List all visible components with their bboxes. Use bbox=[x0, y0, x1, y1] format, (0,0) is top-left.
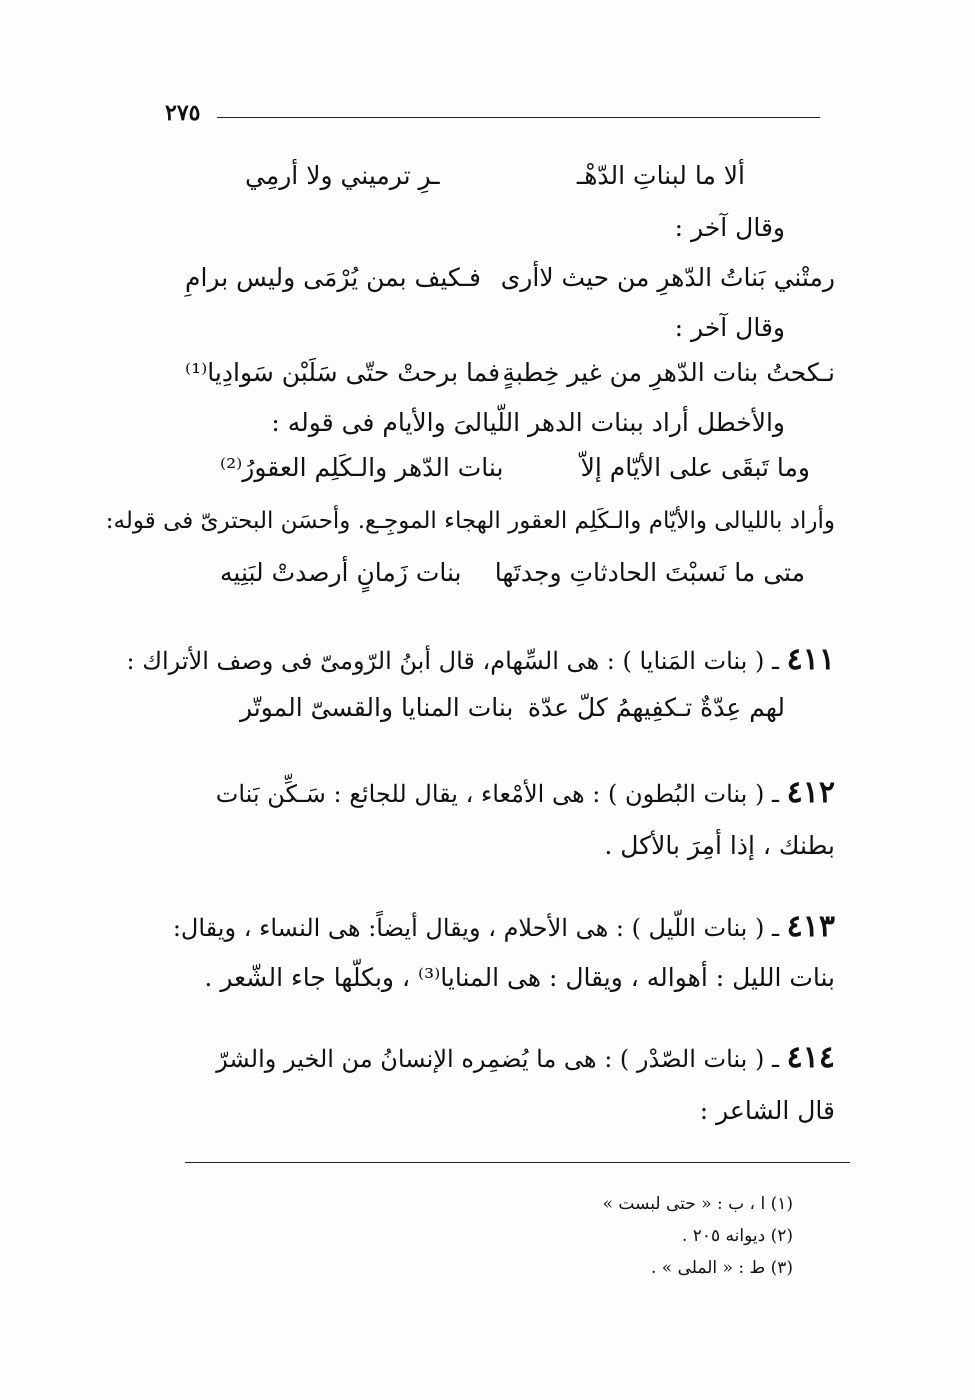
verse-hemistich-second: بنات الدّهر والـكَلِم العقورُ⁽²⁾ bbox=[220, 453, 504, 482]
verse-line bbox=[240, 695, 785, 725]
verse-hemistich-first: نـكحتُ بنات الدّهرِ من غير خِطبةٍ bbox=[502, 358, 835, 387]
text-line: وقال آخر : bbox=[674, 313, 785, 342]
entry-414 bbox=[216, 1040, 835, 1075]
text-line: والأخطل أراد ببنات الدهر اللّيالىَ والأيام فى قوله : bbox=[271, 408, 785, 437]
entry-text: ـ ( بنات الصّدْر ) : هى ما يُضمِره الإنسانُ من الخير والشرّ bbox=[216, 1045, 780, 1073]
entry-number: ٤١٤ bbox=[786, 1040, 835, 1075]
entry-text: ـ ( بنات اللّيل ) : هى الأحلام ، ويقال أيضاً: هى النساء ، ويقال: bbox=[172, 914, 780, 942]
entry-number: ٤١٢ bbox=[786, 775, 835, 810]
entry-text: ـ ( بنات المَنايا ) : هى السِّهام، قال أبنُ الرّومىّ فى وصف الأتراك : bbox=[126, 647, 780, 675]
verse-line bbox=[220, 455, 810, 485]
verse-line bbox=[185, 360, 835, 390]
text-line: بطنك ، إذا أمِرَ بالأكل . bbox=[604, 831, 835, 860]
verse-hemistich-first: لهم عِدّةٌ تـكفِيهمُ كلّ عدّة bbox=[527, 693, 785, 722]
verse-hemistich-first: ألا ما لبناتِ الدّهْـ bbox=[576, 161, 745, 190]
page-number: ٢٧٥ bbox=[165, 100, 201, 126]
text-line: قال الشاعر : bbox=[699, 1096, 835, 1125]
header-rule bbox=[217, 117, 820, 118]
text-line: بنات الليل : أهواله ، ويقال : هى المنايا⁽³⁾ ، وبكلّها جاء الشّعر . bbox=[204, 963, 835, 992]
footnote: (٣) ط : « الملى » . bbox=[650, 1258, 793, 1278]
verse-hemistich-second: ـرِ ترميني ولا أرمِي bbox=[245, 161, 440, 190]
text-line: وأراد بالليالى والأيّام والـكَلِم العقور الهجاء الموجِـع. وأحسَن البحترىّ فى قوله: bbox=[105, 508, 835, 534]
verse-hemistich-second: بنات المنايا والقسىّ الموتّر bbox=[240, 693, 514, 722]
entry-number: ٤١٣ bbox=[786, 909, 835, 944]
verse-hemistich-first: وما تَبقَى على الأيّام إلاّ bbox=[580, 453, 810, 482]
verse-line bbox=[185, 265, 835, 295]
verse-line bbox=[220, 560, 805, 590]
page-header bbox=[165, 100, 820, 130]
entry-412 bbox=[215, 775, 835, 810]
verse-hemistich-first: رمتْني بَناتُ الدّهرِ من حيث لاأرى bbox=[500, 263, 835, 292]
text-line: وقال آخر : bbox=[674, 213, 785, 242]
footnote-rule bbox=[185, 1162, 850, 1163]
entry-text: ـ ( بنات البُطون ) : هى الأمْعاء ، يقال للجائع : سَـكِّن بَنات bbox=[215, 780, 780, 808]
verse-hemistich-second: فما برحتْ حتّى سَلَبْن سَوادِيا⁽¹⁾ bbox=[185, 358, 501, 387]
verse-hemistich-second: بنات زَمانٍ أرصدتْ لبَنِيه bbox=[220, 558, 462, 587]
footnote: (١) ا ، ب : « حتى لبست » bbox=[602, 1194, 793, 1214]
verse-hemistich-first: متى ما نَسبْتَ الحادثاتِ وجدتَها bbox=[494, 558, 805, 587]
entry-number: ٤١١ bbox=[786, 642, 835, 677]
verse-line bbox=[245, 163, 745, 193]
entry-413 bbox=[172, 909, 835, 944]
entry-411 bbox=[126, 642, 835, 677]
footnote: (٢) ديوانه ٢٠٥ . bbox=[681, 1226, 793, 1246]
verse-hemistich-second: فـكيف بمن يُرْمَى وليس برامِ bbox=[185, 263, 481, 292]
